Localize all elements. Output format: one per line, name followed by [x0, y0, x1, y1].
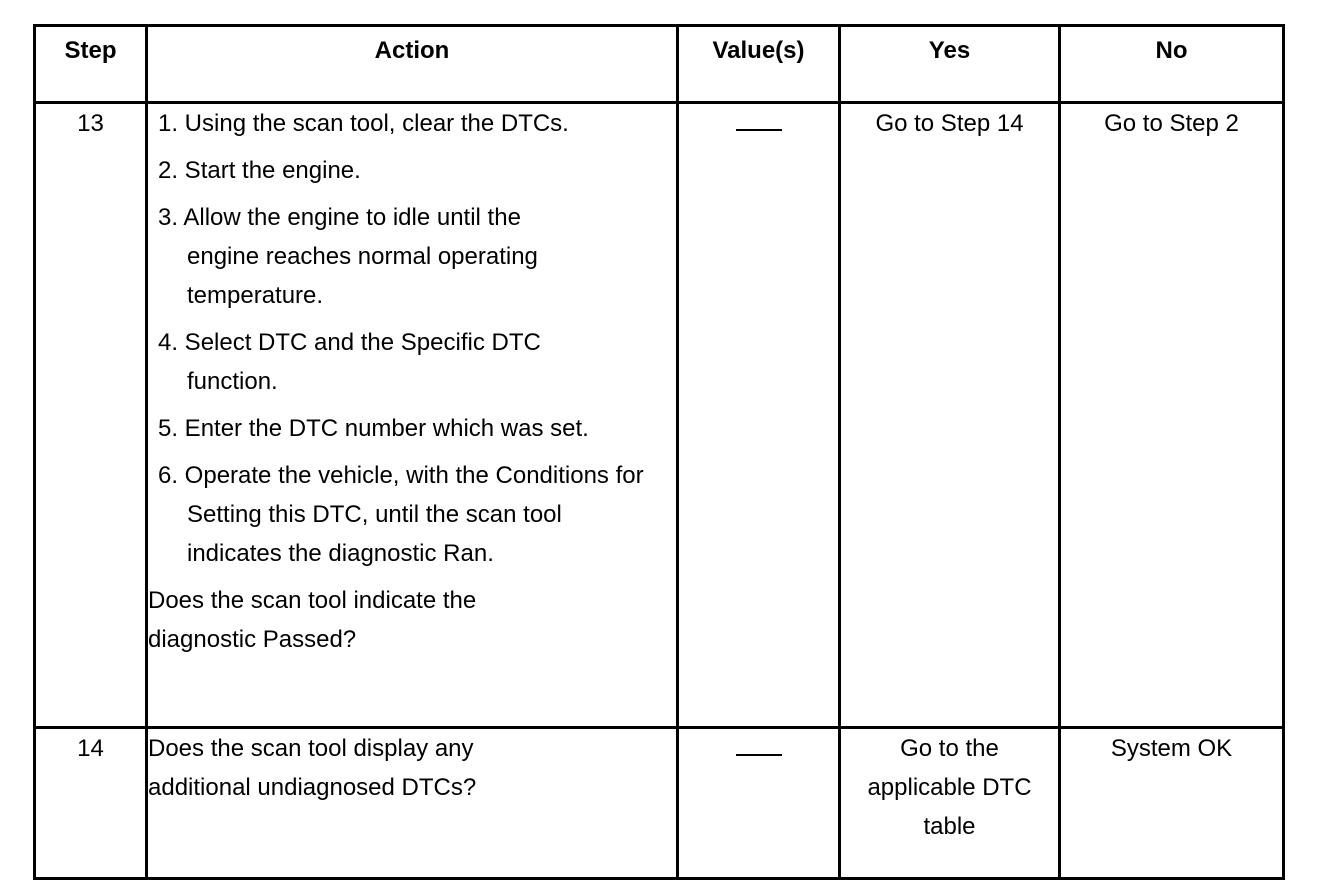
action-question: Does the scan tool indicate the diagnostic Passed? — [148, 587, 477, 653]
no-result: System OK — [1060, 728, 1284, 879]
action-item: 5. Enter the DTC number which was set. — [158, 415, 589, 442]
table-row — [35, 103, 1284, 728]
step-number: 14 — [35, 728, 147, 879]
action-item: 1. Using the scan tool, clear the DTCs. — [158, 110, 569, 137]
yes-result: Go to Step 14 — [840, 103, 1060, 728]
yes-result: Go to the applicable DTC table — [840, 728, 1060, 879]
value-cell — [678, 728, 840, 879]
table-row — [35, 728, 1284, 879]
action-cell — [147, 728, 678, 879]
value-cell — [678, 103, 840, 728]
header-step: Step — [35, 26, 147, 103]
no-result: Go to Step 2 — [1060, 103, 1284, 728]
header-action: Action — [147, 26, 678, 103]
action-item: 2. Start the engine. — [158, 157, 361, 184]
header-no: No — [1060, 26, 1284, 103]
value-dash — [736, 129, 782, 131]
action-item: 6. Operate the vehicle, with the Conditions for Setting this DTC, until the scan tool indicates the diagnostic Ran. — [158, 462, 644, 567]
header-yes: Yes — [840, 26, 1060, 103]
step-number: 13 — [35, 103, 147, 728]
header-values: Value(s) — [678, 26, 840, 103]
action-cell — [147, 103, 678, 728]
header-row — [35, 26, 1284, 103]
value-dash — [736, 754, 782, 756]
action-item: 4. Select DTC and the Specific DTC function. — [158, 329, 541, 395]
action-question: Does the scan tool display any additional undiagnosed DTCs? — [148, 735, 477, 801]
action-item: 3. Allow the engine to idle until the engine reaches normal operating temperature. — [158, 204, 538, 309]
diagnostic-step-table — [33, 24, 1285, 880]
